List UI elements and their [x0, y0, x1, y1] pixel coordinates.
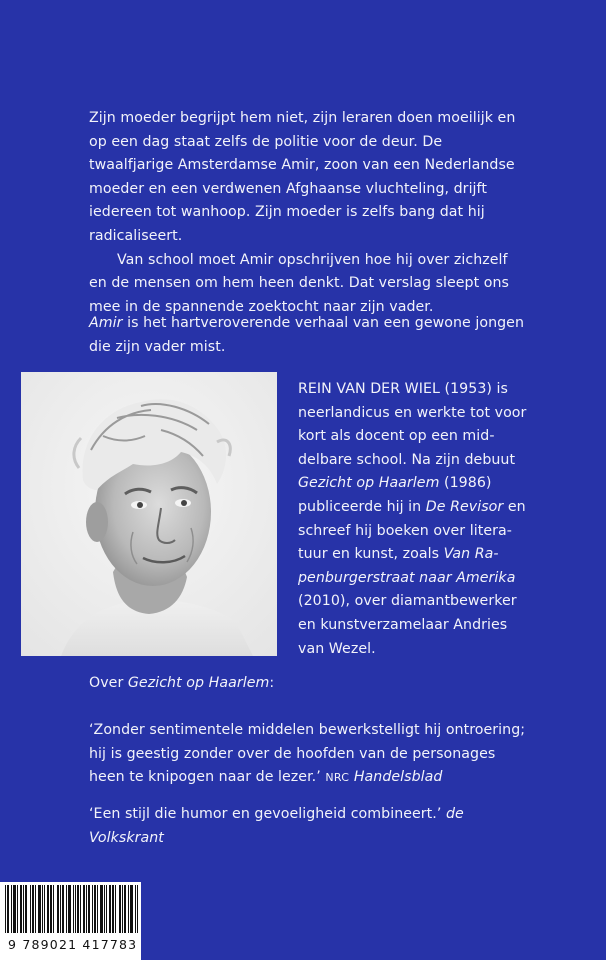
- bio-magazine-title: De Revisor: [425, 498, 504, 515]
- isbn-barcode: [0, 882, 141, 960]
- quote-source-prefix: NRC: [325, 771, 350, 785]
- barcode-bar: [73, 885, 74, 933]
- barcode-bar: [50, 885, 51, 933]
- barcode-bar: [92, 885, 93, 933]
- barcode-bar: [20, 885, 21, 933]
- bio-line: [298, 496, 528, 520]
- barcode-bar: [94, 885, 95, 933]
- barcode-bar: [25, 885, 26, 933]
- tagline-book-title: Amir: [89, 315, 123, 331]
- barcode-bar: [122, 885, 123, 933]
- barcode-bar: [84, 885, 85, 933]
- barcode-bar: [13, 885, 14, 933]
- bio-line: van Wezel.: [298, 640, 376, 657]
- barcode-bar: [95, 885, 96, 933]
- barcode-bar: [132, 885, 133, 933]
- bio-line: [298, 472, 528, 496]
- blurb: [89, 107, 529, 319]
- barcode-bar: [39, 885, 40, 933]
- barcode-bar: [60, 885, 61, 933]
- barcode-bar: [137, 885, 138, 933]
- bio-line: [298, 543, 528, 567]
- review-quote-2: [89, 803, 529, 850]
- barcode-bar: [78, 885, 79, 933]
- barcode-bar: [135, 885, 136, 933]
- author-photo: [21, 372, 277, 656]
- barcode-bar: [113, 885, 114, 933]
- quote-text: ‘Een stijl die humor en gevoeligheid combineert.’: [89, 806, 442, 822]
- author-bio: [298, 378, 528, 661]
- barcode-bar: [14, 885, 15, 933]
- barcode-bar: [109, 885, 110, 933]
- barcode-bar: [11, 885, 12, 933]
- quote-text: ‘Zonder sentimentele middelen bewerkstelligt hij ontroering; hij is geestig zonder over de hoofden van de personages heen te knipogen naar de lezer.’: [89, 722, 526, 786]
- barcode-bar: [7, 885, 8, 933]
- tagline-text: is het hartveroverende verhaal van een gewone jongen die zijn vader mist.: [89, 315, 525, 355]
- tagline: [89, 312, 529, 359]
- barcode-bar: [33, 885, 34, 933]
- bio-book-title: Van Ra-: [443, 546, 499, 563]
- review-quote-1: [89, 719, 529, 790]
- blurb-paragraph-2: Van school moet Amir opschrijven hoe hij over zichzelf en de mensen om hem heen denkt. Dat verslag sleept ons mee in de spannende zoektocht naar zijn vader.: [89, 251, 509, 315]
- barcode-bar: [32, 885, 33, 933]
- bio-line: REIN VAN DER WIEL (1953) is: [298, 381, 508, 397]
- barcode-bar: [23, 885, 24, 933]
- barcode-bar: [8, 885, 9, 933]
- barcode-bar: [80, 885, 81, 933]
- barcode-bar: [88, 885, 89, 933]
- bio-line: delbare school. Na zijn debuut: [298, 451, 516, 468]
- bio-line: kort als docent op een mid-: [298, 428, 495, 445]
- barcode-bar: [62, 885, 63, 933]
- reviews-heading-text: Over: [89, 675, 128, 691]
- barcode-bar: [75, 885, 76, 933]
- blurb-paragraph-1: Zijn moeder begrijpt hem niet, zijn leraren doen moeilijk en op een dag staat zelfs de politie voor de deur. De twaalfjarige Amsterdamse Amir, zoon van een Nederlandse moeder en een verdwenen Afghaanse vluchteling, drijft iedereen tot wanhoop. Zijn moeder is zelfs bang dat hij radicaliseert.: [89, 110, 516, 244]
- barcode-digits: 9 789021 417783: [8, 937, 138, 952]
- barcode-bar: [77, 885, 78, 933]
- bio-line: [298, 567, 528, 591]
- bio-line: neerlandicus en werkte tot voor: [298, 404, 527, 421]
- bio-text: en: [503, 498, 526, 515]
- barcode-bar: [21, 885, 22, 933]
- bio-line: (2010), over diamantbewerker: [298, 593, 517, 610]
- barcode-bar: [128, 885, 129, 933]
- barcode-bar: [101, 885, 102, 933]
- quote-source: de Volkskrant: [89, 806, 464, 846]
- barcode-bar: [102, 885, 103, 933]
- barcode-bar: [86, 885, 87, 933]
- barcode-bar: [100, 885, 101, 933]
- barcode-bar: [17, 885, 18, 933]
- barcode-bar: [57, 885, 58, 933]
- barcode-bar: [119, 885, 120, 933]
- barcode-bar: [112, 885, 113, 933]
- barcode-bar: [120, 885, 121, 933]
- barcode-bar: [70, 885, 71, 933]
- barcode-bar: [83, 885, 84, 933]
- barcode-bar: [53, 885, 54, 933]
- barcode-bar: [106, 885, 107, 933]
- quote-source: Handelsblad: [353, 769, 443, 786]
- reviews-heading: [89, 672, 529, 696]
- barcode-bar: [38, 885, 39, 933]
- barcode-bar: [44, 885, 45, 933]
- barcode-bar: [130, 885, 131, 933]
- barcode-bar: [40, 885, 41, 933]
- bio-line: en kunstverzamelaar Andries: [298, 616, 508, 633]
- barcode-bar: [89, 885, 90, 933]
- barcode-bar: [35, 885, 36, 933]
- barcode-bar: [97, 885, 98, 933]
- barcode-bar: [131, 885, 132, 933]
- reviews-heading-title: Gezicht op Haarlem: [127, 675, 270, 691]
- bio-debut-title: Gezicht op Haarlem: [298, 475, 440, 492]
- barcode-bar: [5, 885, 6, 933]
- reviews-heading-text: :: [269, 675, 275, 691]
- barcode-bar: [68, 885, 69, 933]
- barcode-bar: [69, 885, 70, 933]
- barcode-bar: [115, 885, 116, 933]
- barcode-bar: [15, 885, 16, 933]
- bio-text: (1986): [439, 475, 492, 492]
- barcode-bar: [26, 885, 27, 933]
- barcode-bar: [66, 885, 67, 933]
- barcode-bar: [125, 885, 126, 933]
- barcode-bar: [42, 885, 43, 933]
- barcode-bar: [124, 885, 125, 933]
- barcode-bars: [3, 885, 139, 937]
- bio-text: tuur en kunst, zoals: [298, 546, 444, 563]
- barcode-bar: [30, 885, 31, 933]
- barcode-bar: [48, 885, 49, 933]
- bio-text: publiceerde hij in: [298, 498, 426, 515]
- barcode-bar: [110, 885, 111, 933]
- barcode-bar: [104, 885, 105, 933]
- barcode-bar: [58, 885, 59, 933]
- bio-book-title: penburgerstraat naar Amerika: [298, 569, 516, 586]
- barcode-bar: [47, 885, 48, 933]
- bio-line: schreef hij boeken over litera-: [298, 522, 512, 539]
- barcode-bar: [63, 885, 64, 933]
- barcode-bar: [51, 885, 52, 933]
